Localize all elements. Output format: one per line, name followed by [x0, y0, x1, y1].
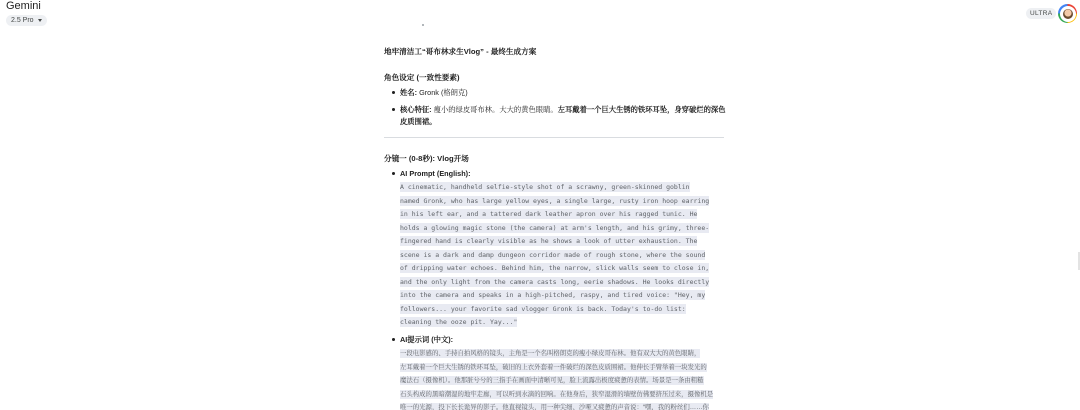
model-label: 2.5 Pro [11, 17, 34, 24]
code-line-text: followers... your favorite sad vlogger Gronk is back. Today's to-do list: [400, 304, 686, 313]
code-line [400, 388, 726, 402]
code-line-text: A cinematic, handheld selfie-style shot of a scrawny, green-skinned goblin [400, 183, 690, 191]
code-line [400, 262, 722, 276]
code-line-text: named Gronk, who has large yellow eyes, a single large, rusty iron hoop earring [400, 196, 710, 205]
shot1-heading: 分镜一 (0-8秒): Vlog开场 [384, 154, 469, 163]
trait-value-emphasis: 左耳戴着一个巨大生锈的铁环耳坠，身穿破烂的深色皮质围裙。 [400, 105, 726, 126]
list-item-name [392, 87, 726, 99]
code-line [400, 222, 722, 236]
code-line [400, 235, 722, 249]
code-line [400, 195, 722, 209]
code-line-text: cleaning the ooze pit. Yay..." [400, 318, 518, 326]
code-line-text: 一段电影感的、手持自拍风格的镜头，主角是一个名叫格朗克的瘦小绿皮哥布林。他有双大大的黄色眼睛， [400, 350, 701, 357]
prompt-en-block [400, 181, 722, 330]
code-line-text: 左耳戴着一个巨大生锈的铁环耳坠，破旧的上衣外套着一件破烂的深色皮质围裙。他伸长手臂举着一块发光的 [400, 363, 707, 371]
code-line-text: fingered hand is clearly visible as he shows a look of utter exhaustion. The [400, 237, 698, 245]
code-line [400, 181, 722, 195]
code-line-text: 唯一的光源，投下长长诡异的影子。他直视镜头，用一种尖细、沙哑又疲惫的声音说：“嘿，我的粉丝们……你 [400, 404, 709, 410]
character-heading: 角色设定 (一致性要素) [384, 73, 460, 82]
model-selector-button[interactable] [6, 15, 47, 26]
code-line [400, 303, 722, 317]
code-line [400, 347, 726, 361]
trait-label: 核心特征: [400, 105, 432, 114]
avatar[interactable] [1058, 4, 1077, 23]
list-item-prompt-cn [392, 334, 726, 346]
code-line-text: holds a glowing magic stone (the camera) at arm's length, and his grimy, three- [400, 223, 710, 232]
response-title: 地牢清洁工“哥布林求生Vlog” - 最终生成方案 [384, 47, 537, 56]
section-divider [384, 137, 724, 138]
name-label: 姓名: [400, 88, 418, 97]
prompt-cn-block [400, 347, 726, 410]
separator-dot [422, 24, 424, 26]
code-line [400, 374, 726, 388]
plan-badge: ULTRA [1026, 8, 1056, 19]
code-line-text: of dripping water echoes. Behind him, the narrow, slick walls seem to close in, [400, 264, 710, 272]
app-title: Gemini [6, 0, 41, 12]
list-item-prompt-en [392, 168, 726, 180]
avatar-image [1060, 6, 1076, 22]
chevron-down-icon [38, 19, 42, 22]
code-line [400, 316, 722, 330]
prompt-cn-label: AI提示词 (中文): [400, 335, 454, 344]
list-item-traits [392, 104, 726, 127]
code-line [400, 361, 726, 375]
code-line [400, 276, 722, 290]
code-line [400, 208, 722, 222]
trait-value: 瘦小的绿皮哥布林。大大的黄色眼睛。 [433, 105, 558, 114]
code-line-text: 石头构成的黑暗潮湿的地牢走廊，可以听到水滴的回响。在他身后，狭窄湿滑的墙壁仿佛要挤压过来，摄像机是 [400, 390, 714, 398]
code-line [400, 401, 726, 410]
code-line-text: 魔法石（摄像机）。他那脏兮兮的三指手在画面中清晰可见，脸上流露出极度疲惫的表情。场景是一条由粗糙 [400, 377, 704, 384]
code-line [400, 289, 722, 303]
code-line-text: into the camera and speaks in a high-pitched, raspy, and tired voice: "Hey, my [400, 291, 706, 299]
code-line-text: scene is a dark and damp dungeon corridor made of rough stone, where the sound [400, 250, 706, 259]
prompt-en-label: AI Prompt (English): [400, 169, 471, 178]
code-line [400, 249, 722, 263]
code-line-text: and the only light from the camera casts long, eerie shadows. He looks directly [400, 277, 710, 286]
name-value: Gronk (格朗克) [419, 88, 468, 97]
code-line-text: in his left ear, and a tattered dark leather apron over his ragged tunic. He [400, 210, 698, 218]
